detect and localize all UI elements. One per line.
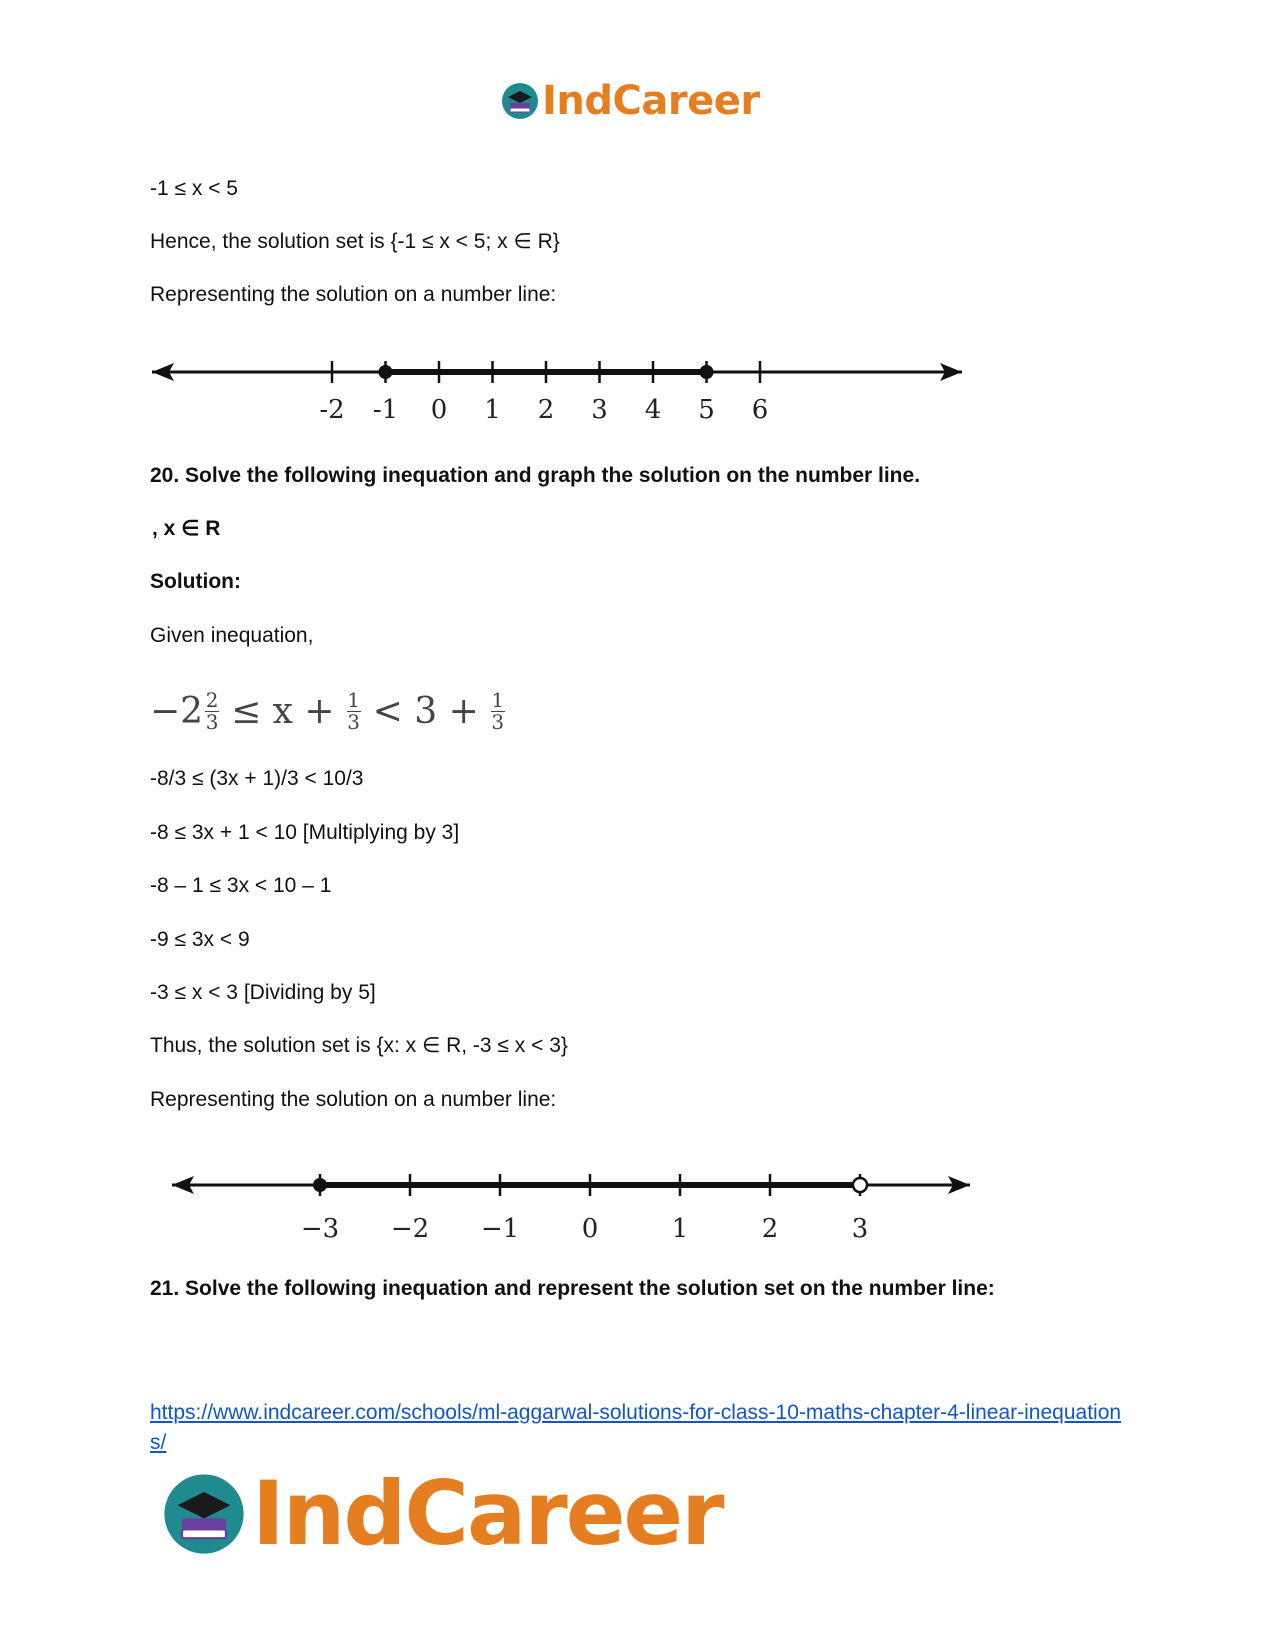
question-21: 21. Solve the following inequation and represent the solution set on the number line: bbox=[150, 1277, 995, 1300]
source-link[interactable]: https://www.indcareer.com/schools/ml-aggarwal-solutions-for-class-10-maths-chapter-4-linear-inequations/ bbox=[150, 1401, 1122, 1454]
tick-label: -1 bbox=[372, 395, 399, 425]
fraction-numerator: 1 bbox=[347, 688, 360, 712]
question-20: 20. Solve the following inequation and graph the solution on the number line. bbox=[150, 464, 921, 487]
step-4: -9 ≤ 3x < 9 bbox=[150, 928, 250, 951]
tick-label: -2 bbox=[319, 395, 345, 425]
tick-label: 4 bbox=[644, 395, 662, 425]
open-endpoint bbox=[853, 1178, 867, 1192]
math-lead: −2 bbox=[150, 691, 204, 732]
closed-endpoint bbox=[700, 365, 714, 379]
footer-logo bbox=[160, 1462, 723, 1565]
tick-label: −2 bbox=[390, 1214, 430, 1244]
graduation-book-icon bbox=[160, 1470, 248, 1558]
step-1: -8/3 ≤ (3x + 1)/3 < 10/3 bbox=[150, 767, 364, 790]
tick-label: −1 bbox=[480, 1214, 520, 1244]
step-5: -3 ≤ x < 3 [Dividing by 5] bbox=[150, 981, 376, 1004]
step-3: -8 – 1 ≤ 3x < 10 – 1 bbox=[150, 874, 332, 897]
math-middle-2: < 3 + bbox=[372, 691, 479, 732]
number-line-1 bbox=[150, 350, 980, 430]
tick-label: 5 bbox=[698, 395, 715, 425]
closed-endpoint bbox=[313, 1178, 327, 1192]
result-line: -1 ≤ x < 5 bbox=[150, 177, 238, 200]
brand-name: IndCareer bbox=[542, 78, 760, 124]
step-6: Thus, the solution set is {x: x ∈ R, -3 ≤ x < 3} bbox=[150, 1034, 568, 1057]
given-inequation bbox=[150, 690, 507, 733]
math-mixed-fraction bbox=[205, 690, 219, 733]
tick-label: 6 bbox=[751, 395, 769, 425]
fraction-denominator: 3 bbox=[491, 710, 505, 734]
tick-label: 2 bbox=[537, 395, 555, 425]
header-logo bbox=[500, 78, 760, 124]
tick-label: 3 bbox=[851, 1214, 869, 1244]
tick-label: 3 bbox=[591, 395, 608, 425]
given-label: Given inequation, bbox=[150, 624, 314, 647]
step-2: -8 ≤ 3x + 1 < 10 [Multiplying by 3] bbox=[150, 821, 460, 844]
tick-label: 1 bbox=[671, 1214, 689, 1244]
question-20-domain: , x ∈ R bbox=[152, 517, 221, 540]
fraction-denominator: 3 bbox=[205, 710, 219, 734]
math-middle: ≤ x + bbox=[231, 691, 335, 732]
brand-name: IndCareer bbox=[252, 1462, 723, 1565]
number-line-2 bbox=[170, 1165, 1000, 1255]
solution-heading: Solution: bbox=[150, 570, 241, 593]
tick-label: 0 bbox=[581, 1214, 599, 1244]
fraction-numerator: 2 bbox=[205, 688, 219, 712]
math-fraction-2 bbox=[491, 690, 505, 733]
fraction-denominator: 3 bbox=[347, 710, 360, 734]
solution-set-line: Hence, the solution set is {-1 ≤ x < 5; x ∈ R} bbox=[150, 230, 560, 253]
number-line-intro-2: Representing the solution on a number line: bbox=[150, 1088, 557, 1111]
tick-label: 2 bbox=[761, 1214, 779, 1244]
tick-label: 0 bbox=[430, 395, 448, 425]
graduation-book-icon bbox=[500, 81, 540, 121]
math-fraction-1 bbox=[347, 690, 361, 733]
closed-endpoint bbox=[379, 365, 393, 379]
number-line-intro: Representing the solution on a number line: bbox=[150, 283, 557, 306]
tick-label: −3 bbox=[300, 1214, 340, 1244]
tick-label: 1 bbox=[484, 395, 501, 425]
fraction-numerator: 1 bbox=[491, 688, 505, 712]
